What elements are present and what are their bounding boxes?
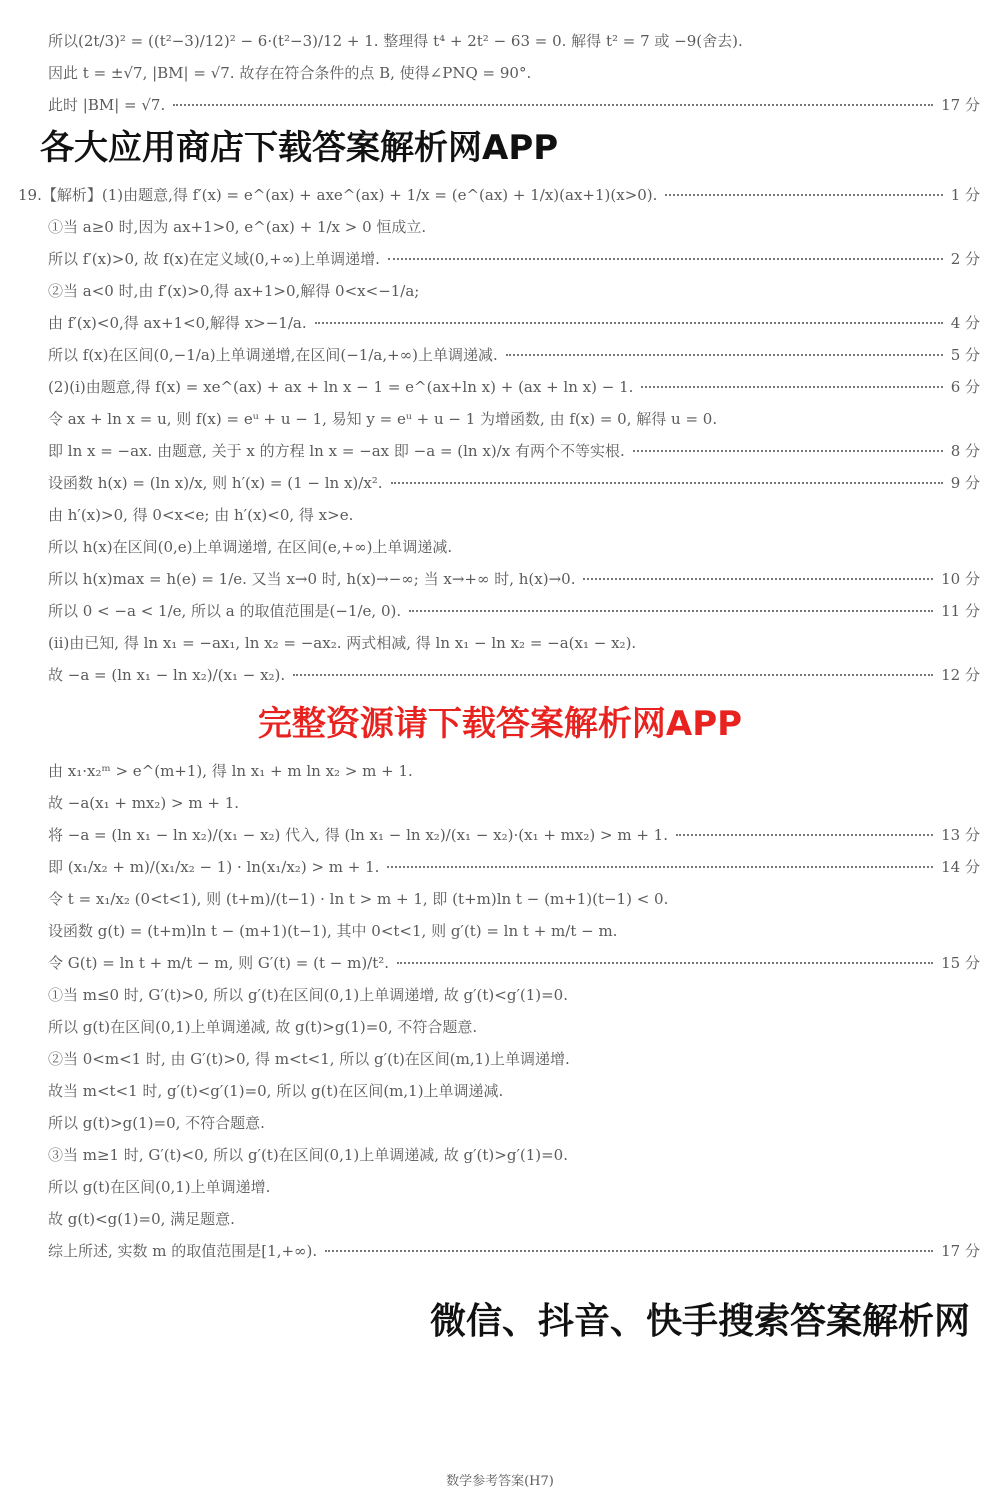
score-label: 4 分 bbox=[950, 314, 980, 332]
score-label: 8 分 bbox=[950, 442, 980, 460]
solution-line bbox=[48, 952, 980, 974]
line-text: 设函数 h(x) = (ln x)/x, 则 h′(x) = (1 − ln x)/x². bbox=[48, 474, 383, 492]
dot-leader bbox=[506, 354, 943, 356]
dot-leader bbox=[665, 194, 942, 196]
solution-line bbox=[48, 344, 980, 366]
score-label: 10 分 bbox=[941, 570, 980, 588]
solution-line bbox=[48, 1176, 980, 1198]
solution-line bbox=[48, 312, 980, 334]
score-label: 12 分 bbox=[941, 666, 980, 684]
solution-line bbox=[48, 504, 980, 526]
solution-line bbox=[48, 1048, 980, 1070]
line-text: ③当 m≥1 时, G′(t)<0, 所以 g′(t)在区间(0,1)上单调递减, 故 g′(t)>g′(1)=0. bbox=[48, 1146, 568, 1164]
solution-line bbox=[48, 440, 980, 462]
line-text: 所以 0 < −a < 1/e, 所以 a 的取值范围是(−1/e, 0). bbox=[48, 602, 402, 620]
line-text: 由 x₁·x₂ᵐ > e^(m+1), 得 ln x₁ + m ln x₂ > m + 1. bbox=[48, 762, 413, 780]
dot-leader bbox=[409, 610, 933, 612]
solution-line bbox=[48, 376, 980, 398]
line-text: 所以 g(t)>g(1)=0, 不符合题意. bbox=[48, 1114, 265, 1132]
dot-leader bbox=[387, 866, 933, 868]
solution-line bbox=[48, 1016, 980, 1038]
dot-leader bbox=[293, 674, 933, 676]
score-label: 14 分 bbox=[941, 858, 980, 876]
score-label: 1 分 bbox=[950, 186, 980, 204]
dot-leader bbox=[641, 386, 942, 388]
line-text: 所以 g(t)在区间(0,1)上单调递增. bbox=[48, 1178, 271, 1196]
line-text: 所以 f(x)在区间(0,−1/a)上单调递增,在区间(−1/a,+∞)上单调递减. bbox=[48, 346, 498, 364]
solution-line bbox=[48, 600, 980, 622]
line-text: 故 −a(x₁ + mx₂) > m + 1. bbox=[48, 794, 240, 812]
line-text: 由 h′(x)>0, 得 0<x<e; 由 h′(x)<0, 得 x>e. bbox=[48, 506, 354, 524]
solution-line bbox=[48, 920, 980, 942]
solution-line bbox=[48, 536, 980, 558]
dot-leader bbox=[583, 578, 933, 580]
solution-line bbox=[48, 248, 980, 270]
line-text: 所以 g(t)在区间(0,1)上单调递减, 故 g(t)>g(1)=0, 不符合题意. bbox=[48, 1018, 478, 1036]
dot-leader bbox=[676, 834, 933, 836]
score-label: 15 分 bbox=[941, 954, 980, 972]
solution-line bbox=[48, 30, 980, 52]
dot-leader bbox=[315, 322, 943, 324]
solution-line bbox=[48, 888, 980, 910]
solution-line bbox=[48, 632, 980, 654]
line-text: 即 ln x = −ax. 由题意, 关于 x 的方程 ln x = −ax 即 −a = (ln x)/x 有两个不等实根. bbox=[48, 442, 625, 460]
line-text: 将 −a = (ln x₁ − ln x₂)/(x₁ − x₂) 代入, 得 (ln x₁ − ln x₂)/(x₁ − x₂)·(x₁ + mx₂) > m + 1. bbox=[48, 826, 668, 844]
dot-leader bbox=[388, 258, 943, 260]
watermark-top-left: 各大应用商店下载答案解析网APP bbox=[40, 128, 559, 168]
line-text: 所以 h(x)max = h(e) = 1/e. 又当 x→0 时, h(x)→−∞; 当 x→+∞ 时, h(x)→0. bbox=[48, 570, 576, 588]
solution-line bbox=[48, 216, 980, 238]
line-text: 综上所述, 实数 m 的取值范围是[1,+∞). bbox=[48, 1242, 318, 1260]
score-label: 17 分 bbox=[941, 1242, 980, 1260]
solution-line bbox=[18, 184, 980, 206]
line-text: 令 t = x₁/x₂ (0<t<1), 则 (t+m)/(t−1) · ln t > m + 1, 即 (t+m)ln t − (m+1)(t−1) < 0. bbox=[48, 890, 669, 908]
line-text: 设函数 g(t) = (t+m)ln t − (m+1)(t−1), 其中 0<t<1, 则 g′(t) = ln t + m/t − m. bbox=[48, 922, 618, 940]
line-text: 因此 t = ±√7, |BM| = √7. 故存在符合条件的点 B, 使得∠PNQ = 90°. bbox=[48, 64, 532, 82]
dot-leader bbox=[633, 450, 943, 452]
dot-leader bbox=[397, 962, 933, 964]
solution-line bbox=[48, 856, 980, 878]
line-text: ②当 0<m<1 时, 由 G′(t)>0, 得 m<t<1, 所以 g′(t)在区间(m,1)上单调递增. bbox=[48, 1050, 570, 1068]
line-text: ①当 a≥0 时,因为 ax+1>0, e^(ax) + 1/x > 0 恒成立. bbox=[48, 218, 427, 236]
line-text: 即 (x₁/x₂ + m)/(x₁/x₂ − 1) · ln(x₁/x₂) > m + 1. bbox=[48, 858, 380, 876]
line-text: (ii)由已知, 得 ln x₁ = −ax₁, ln x₂ = −ax₂. 两式相减, 得 ln x₁ − ln x₂ = −a(x₁ − x₂). bbox=[48, 634, 637, 652]
line-text: 19.【解析】(1)由题意,得 f′(x) = e^(ax) + axe^(ax) + 1/x = (e^(ax) + 1/x)(ax+1)(x>0). bbox=[18, 186, 658, 204]
dot-leader bbox=[391, 482, 943, 484]
line-text: 故当 m<t<1 时, g′(t)<g′(1)=0, 所以 g(t)在区间(m,1)上单调递减. bbox=[48, 1082, 504, 1100]
solution-line bbox=[48, 280, 980, 302]
dot-leader bbox=[325, 1250, 933, 1252]
score-label: 17 分 bbox=[941, 96, 980, 114]
score-label: 5 分 bbox=[950, 346, 980, 364]
score-label: 9 分 bbox=[950, 474, 980, 492]
solution-line bbox=[48, 1144, 980, 1166]
dot-leader bbox=[173, 104, 933, 106]
line-text: ②当 a<0 时,由 f′(x)>0,得 ax+1>0,解得 0<x<−1/a; bbox=[48, 282, 420, 300]
solution-line bbox=[48, 568, 980, 590]
line-text: 所以 h(x)在区间(0,e)上单调递增, 在区间(e,+∞)上单调递减. bbox=[48, 538, 453, 556]
solution-line bbox=[48, 472, 980, 494]
line-text: ①当 m≤0 时, G′(t)>0, 所以 g′(t)在区间(0,1)上单调递增, 故 g′(t)<g′(1)=0. bbox=[48, 986, 568, 1004]
line-text: 故 g(t)<g(1)=0, 满足题意. bbox=[48, 1210, 235, 1228]
score-label: 6 分 bbox=[950, 378, 980, 396]
solution-line bbox=[48, 62, 980, 84]
solution-line bbox=[48, 824, 980, 846]
score-label: 2 分 bbox=[950, 250, 980, 268]
solution-line bbox=[48, 1112, 980, 1134]
line-text: 令 G(t) = ln t + m/t − m, 则 G′(t) = (t − m)/t². bbox=[48, 954, 390, 972]
line-text: 此时 |BM| = √7. bbox=[48, 96, 166, 114]
page-footer: 数学参考答案(H7) bbox=[446, 1474, 554, 1489]
line-text: 令 ax + ln x = u, 则 f(x) = eᵘ + u − 1, 易知 y = eᵘ + u − 1 为增函数, 由 f(x) = 0, 解得 u = 0. bbox=[48, 410, 718, 428]
watermark-bottom-right: 微信、抖音、快手搜索答案解析网 bbox=[429, 1301, 970, 1342]
solution-line bbox=[48, 760, 980, 782]
score-label: 11 分 bbox=[941, 602, 980, 620]
solution-line bbox=[48, 1240, 980, 1262]
line-text: 故 −a = (ln x₁ − ln x₂)/(x₁ − x₂). bbox=[48, 666, 286, 684]
line-text: (2)(i)由题意,得 f(x) = xe^(ax) + ax + ln x − 1 = e^(ax+ln x) + (ax + ln x) − 1. bbox=[48, 378, 634, 396]
solution-line bbox=[48, 408, 980, 430]
line-text: 所以(2t/3)² = ((t²−3)/12)² − 6·(t²−3)/12 + 1. 整理得 t⁴ + 2t² − 63 = 0. 解得 t² = 7 或 −9(舍去). bbox=[48, 32, 743, 50]
solution-line bbox=[48, 1080, 980, 1102]
line-text: 所以 f′(x)>0, 故 f(x)在定义域(0,+∞)上单调递增. bbox=[48, 250, 380, 268]
solution-line bbox=[48, 792, 980, 814]
score-label: 13 分 bbox=[941, 826, 980, 844]
line-text: 由 f′(x)<0,得 ax+1<0,解得 x>−1/a. bbox=[48, 314, 307, 332]
solution-line bbox=[48, 1208, 980, 1230]
solution-line bbox=[48, 94, 980, 116]
solution-line bbox=[48, 984, 980, 1006]
solution-line bbox=[48, 664, 980, 686]
watermark-center: 完整资源请下载答案解析网APP bbox=[257, 704, 743, 744]
